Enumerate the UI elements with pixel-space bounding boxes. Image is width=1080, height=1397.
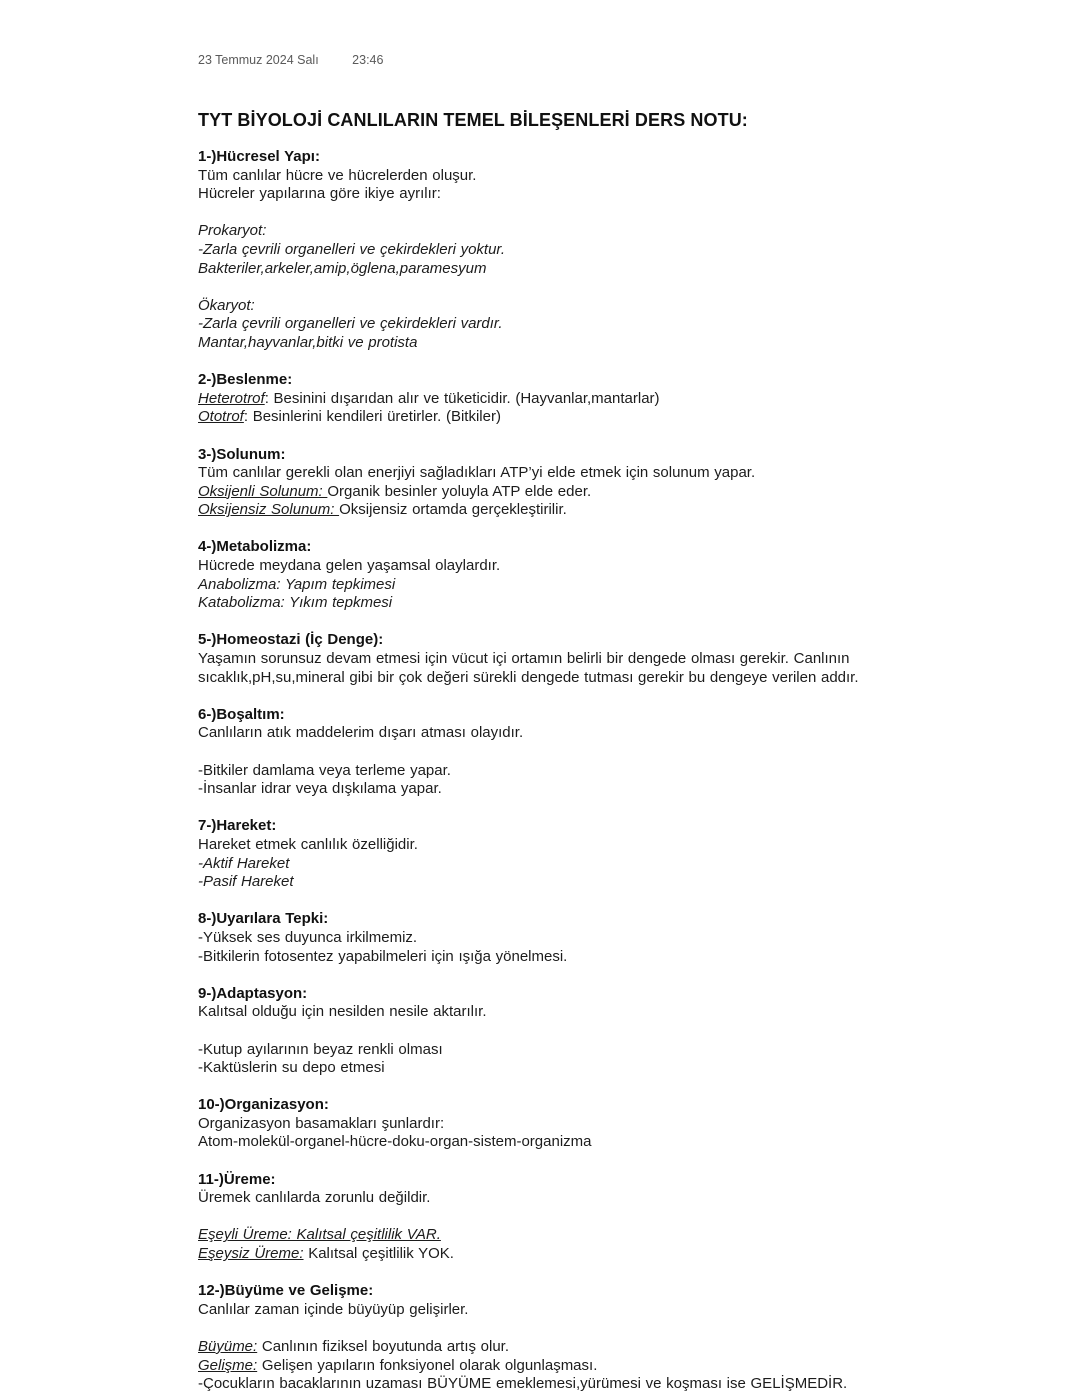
page-meta-header (198, 52, 900, 68)
text-segment: Büyüme: (198, 1338, 258, 1355)
text-line (198, 1338, 888, 1357)
blank-line (198, 613, 888, 632)
text-line (198, 408, 888, 427)
text-line (198, 464, 888, 483)
blank-line (198, 966, 888, 985)
text-segment: Ototrof (198, 408, 244, 426)
section-heading (198, 706, 888, 725)
text-line (198, 1041, 888, 1060)
text-line (198, 1003, 888, 1022)
blank-line (198, 520, 888, 539)
text-segment: Kalıtsal çeşitlilik YOK. (303, 1245, 454, 1263)
text-line (198, 315, 888, 334)
text-segment: -Zarla çevrili organelleri ve çekirdekleri yoktur. (198, 240, 506, 258)
text-segment: -Bitkilerin fotosentez yapabilmeleri için ışığa yönelmesi. (198, 947, 568, 965)
text-line (198, 501, 888, 520)
text-segment: Eşeysiz Üreme: (198, 1245, 304, 1263)
text-segment: Tüm canlılar gerekli olan enerjiyi sağladıkları ATP’yi elde etmek için solunum yapar. (198, 464, 756, 482)
text-segment: Canlıların atık maddelerim dışarı atması olayıdır. (198, 724, 524, 742)
text-line (198, 1375, 888, 1394)
text-segment: Yaşamın sorunsuz devam etmesi için vücut içi ortamın belirli bir dengede olması gerekir. Canlının sıcaklık,pH,su,mineral gibi bir çok değeri sürekli dengede tutması gerekir bu dengeye verilen addır. (198, 650, 859, 686)
blank-line (198, 1264, 888, 1283)
text-segment: -Aktif Hareket (198, 854, 290, 872)
blank-line (198, 1152, 888, 1171)
blank-line (198, 892, 888, 911)
section-heading (198, 538, 888, 557)
text-line (198, 1301, 888, 1320)
text-line (198, 873, 888, 892)
section-heading (198, 985, 888, 1004)
text-segment: Hücrede meydana gelen yaşamsal olaylardır. (198, 557, 501, 575)
blank-line (198, 353, 888, 372)
text-segment: Hareket etmek canlılık özelliğidir. (198, 835, 418, 853)
text-line (198, 724, 888, 743)
section-heading (198, 910, 888, 929)
text-segment: -İnsanlar idrar veya dışkılama yapar. (198, 780, 442, 798)
blank-line (198, 1208, 888, 1227)
blank-line (198, 1319, 888, 1338)
section-heading (198, 1282, 888, 1301)
text-segment: Gelişme: (198, 1356, 258, 1374)
text-line (198, 762, 888, 781)
text-line (198, 594, 888, 613)
text-line (198, 557, 888, 576)
text-segment: 9-)Adaptasyon: (198, 984, 308, 1002)
text-line (198, 390, 888, 409)
section-heading (198, 631, 888, 650)
text-segment: 10-)Organizasyon: (198, 1096, 329, 1114)
text-segment: Kalıtsal olduğu için nesilden nesile aktarılır. (198, 1003, 487, 1021)
text-segment: 5-)Homeostazi (İç Denge): (198, 631, 384, 649)
text-segment: : Besinini dışarıdan alır ve tüketicidir. (Hayvanlar,mantarlar) (264, 389, 660, 407)
text-segment: Hücreler yapılarına göre ikiye ayrılır: (198, 185, 441, 203)
text-line (198, 1245, 888, 1264)
text-line (198, 855, 888, 874)
text-line (198, 1189, 888, 1208)
text-segment: Canlılar zaman içinde büyüyüp gelişirler. (198, 1300, 469, 1318)
text-segment: Atom-molekül-organel-hücre-doku-organ-sistem-organizma (198, 1133, 592, 1151)
text-line (198, 222, 888, 241)
text-line (198, 650, 888, 687)
text-line (198, 1133, 888, 1152)
section-heading (198, 446, 888, 465)
created-date: 23 Temmuz 2024 Salı (198, 53, 319, 67)
text-segment: : Besinlerini kendileri üretirler. (Bitkiler) (243, 408, 501, 426)
section-heading (198, 817, 888, 836)
text-segment: Katabolizma: Yıkım tepkmesi (198, 594, 393, 612)
text-segment: 2-)Beslenme: (198, 371, 293, 389)
text-segment: 7-)Hareket: (198, 817, 277, 835)
text-segment: Heterotrof (198, 389, 265, 407)
text-segment: Ökaryot: (198, 296, 255, 314)
blank-line (198, 278, 888, 297)
text-line (198, 334, 888, 353)
text-segment: 4-)Metabolizma: (198, 538, 312, 556)
text-segment: Prokaryot: (198, 222, 267, 240)
text-segment: Oksijenli Solunum: (198, 482, 328, 500)
blank-line (198, 204, 888, 223)
text-segment: -Zarla çevrili organelleri ve çekirdekleri vardır. (198, 315, 503, 333)
text-segment: Canlının fiziksel boyutunda artış olur. (257, 1338, 510, 1355)
text-segment: -Bitkiler damlama veya terleme yapar. (198, 761, 451, 779)
created-time: 23:46 (352, 53, 384, 67)
text-line (198, 185, 888, 204)
text-segment: 11-)Üreme: (198, 1170, 276, 1188)
text-segment: -Yüksek ses duyunca irkilmemiz. (198, 928, 418, 946)
blank-line (198, 687, 888, 706)
text-line (198, 780, 888, 799)
text-segment: 3-)Solunum: (198, 445, 286, 463)
text-line (198, 948, 888, 967)
text-segment: Gelişen yapıların fonksiyonel olarak olgunlaşması. (257, 1356, 598, 1374)
text-line (198, 483, 888, 502)
text-line (198, 241, 888, 260)
text-segment: 12-)Büyüme ve Gelişme: (198, 1282, 374, 1300)
text-segment: Oksijensiz Solunum: (198, 501, 340, 519)
section-heading (198, 1096, 888, 1115)
text-segment: 6-)Boşaltım: (198, 705, 285, 723)
section-heading (198, 1171, 888, 1190)
text-line (198, 1226, 888, 1245)
text-segment: 1-)Hücresel Yapı: (198, 148, 320, 165)
text-segment: Eşeyli Üreme: Kalıtsal çeşitlilik VAR. (198, 1226, 441, 1244)
text-segment: -Kutup ayılarının beyaz renkli olması (198, 1040, 443, 1058)
page-title: TYT BİYOLOJİ CANLILARIN TEMEL BİLEŞENLERİ DERS NOTU: (198, 110, 748, 130)
text-line (198, 1115, 888, 1134)
text-segment: Üremek canlılarda zorunlu değildir. (198, 1189, 431, 1207)
section-heading (198, 148, 888, 167)
text-segment: -Kaktüslerin su depo etmesi (198, 1059, 385, 1077)
text-line (198, 576, 888, 595)
blank-line (198, 1078, 888, 1097)
text-segment: Tüm canlılar hücre ve hücrelerden oluşur. (198, 166, 477, 184)
text-line (198, 929, 888, 948)
note-content (198, 148, 888, 1394)
text-line (198, 167, 888, 186)
text-line (198, 1357, 888, 1376)
section-heading (198, 371, 888, 390)
blank-line (198, 743, 888, 762)
text-line (198, 260, 888, 279)
text-line (198, 1059, 888, 1078)
text-segment: Oksijensiz ortamda gerçekleştirilir. (339, 501, 567, 519)
text-segment: -Çocukların bacaklarının uzaması BÜYÜME emeklemesi,yürümesi ve koşması ise GELİŞMEDİR. (198, 1375, 848, 1393)
text-segment: Anabolizma: Yapım tepkimesi (198, 575, 396, 593)
blank-line (198, 1022, 888, 1041)
blank-line (198, 799, 888, 818)
blank-line (198, 427, 888, 446)
text-segment: -Pasif Hareket (198, 873, 294, 891)
text-segment: 8-)Uyarılara Tepki: (198, 910, 329, 928)
text-segment: Bakteriler,arkeler,amip,öglena,paramesyum (198, 259, 487, 277)
text-segment: Mantar,hayvanlar,bitki ve protista (198, 333, 418, 351)
text-segment: Organik besinler yoluyla ATP elde eder. (327, 482, 592, 500)
text-segment: Organizasyon basamakları şunlardır: (198, 1114, 445, 1132)
text-line (198, 836, 888, 855)
text-line (198, 297, 888, 316)
